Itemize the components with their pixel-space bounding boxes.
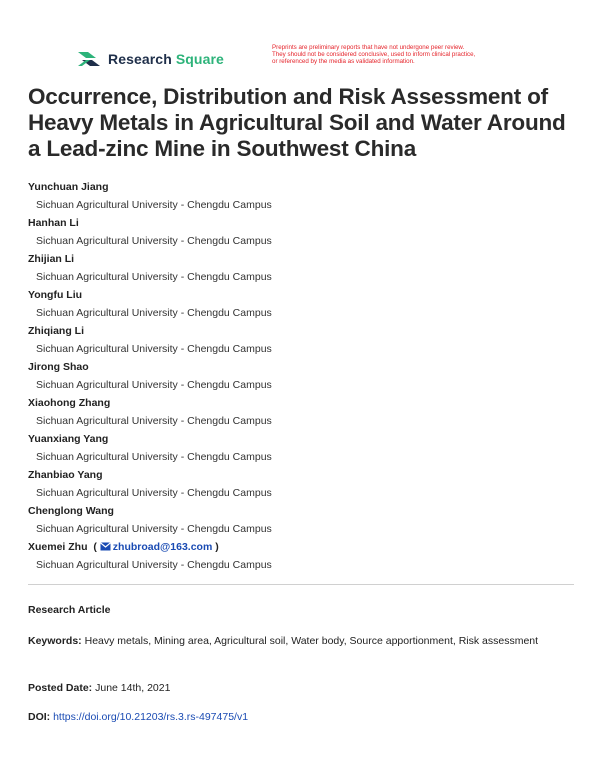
- author-email: zhubroad@163.com: [112, 541, 213, 553]
- research-square-logo[interactable]: [76, 48, 224, 70]
- author-affiliation: Sichuan Agricultural University - Chengdu Campus: [36, 415, 272, 427]
- article-type: Research Article: [28, 604, 111, 616]
- author-affiliation: Sichuan Agricultural University - Chengdu Campus: [36, 379, 272, 391]
- posted-date-label: Posted Date:: [28, 682, 93, 694]
- envelope-icon: [100, 542, 111, 551]
- author-entry: [28, 288, 588, 324]
- author-entry: [28, 360, 588, 396]
- keywords-label: Keywords:: [28, 635, 82, 647]
- posted-date: [28, 682, 170, 694]
- author-affiliation: Sichuan Agricultural University - Chengdu Campus: [36, 487, 272, 499]
- author-name[interactable]: Hanhan Li: [28, 217, 79, 229]
- author-name[interactable]: Yuanxiang Yang: [28, 433, 109, 445]
- section-divider: [28, 584, 574, 585]
- author-entry: [28, 180, 588, 216]
- notice-line: They should not be considered conclusive, used to inform clinical practice,: [272, 51, 476, 58]
- author-email-link[interactable]: [100, 541, 213, 553]
- author-entry: [28, 540, 588, 576]
- author-name[interactable]: Xiaohong Zhang: [28, 397, 111, 409]
- author-affiliation: Sichuan Agricultural University - Chengdu Campus: [36, 523, 272, 535]
- author-affiliation: Sichuan Agricultural University - Chengdu Campus: [36, 451, 272, 463]
- author-affiliation: Sichuan Agricultural University - Chengdu Campus: [36, 343, 272, 355]
- author-name[interactable]: Zhijian Li: [28, 253, 75, 265]
- keywords: [28, 633, 548, 649]
- paper-title: Occurrence, Distribution and Risk Assessment of Heavy Metals in Agricultural Soil and Water Around a Lead-zinc Mine in Southwest China: [28, 84, 566, 161]
- notice-line: Preprints are preliminary reports that have not undergone peer review.: [272, 44, 465, 51]
- author-entry: [28, 216, 588, 252]
- notice-line: or referenced by the media as validated information.: [272, 58, 415, 65]
- author-entry: [28, 432, 588, 468]
- doi: [28, 711, 248, 723]
- keywords-value: Heavy metals, Mining area, Agricultural soil, Water body, Source apportionment, Risk assessment: [84, 635, 539, 647]
- author-affiliation: Sichuan Agricultural University - Chengdu Campus: [36, 199, 272, 211]
- author-entry: [28, 252, 588, 288]
- author-affiliation: Sichuan Agricultural University - Chengdu Campus: [36, 559, 272, 571]
- author-entry: [28, 504, 588, 540]
- research-square-logo-icon: [76, 48, 102, 70]
- preprint-notice: [272, 44, 542, 65]
- author-list: [28, 180, 588, 576]
- brand-name: Research Square: [108, 51, 224, 67]
- author-affiliation: Sichuan Agricultural University - Chengdu Campus: [36, 235, 272, 247]
- author-entry: [28, 468, 588, 504]
- author-entry: [28, 324, 588, 360]
- author-name[interactable]: Zhiqiang Li: [28, 325, 84, 337]
- author-name[interactable]: Yongfu Liu: [28, 289, 83, 301]
- author-affiliation: Sichuan Agricultural University - Chengdu Campus: [36, 271, 272, 283]
- author-name[interactable]: Xuemei Zhu: [28, 541, 88, 553]
- doi-link[interactable]: https://doi.org/10.21203/rs.3.rs-497475/v1: [53, 711, 249, 723]
- author-entry: [28, 396, 588, 432]
- author-name[interactable]: Jirong Shao: [28, 361, 89, 373]
- author-name[interactable]: Chenglong Wang: [28, 505, 114, 517]
- author-affiliation: Sichuan Agricultural University - Chengdu Campus: [36, 307, 272, 319]
- posted-date-value: June 14th, 2021: [95, 682, 171, 694]
- corresponding-author: Xuemei Zhu ( zhubroad@163.com ): [28, 541, 219, 553]
- doi-label: DOI:: [28, 711, 51, 723]
- author-name[interactable]: Yunchuan Jiang: [28, 181, 109, 193]
- page-header: [0, 0, 600, 80]
- author-name[interactable]: Zhanbiao Yang: [28, 469, 103, 481]
